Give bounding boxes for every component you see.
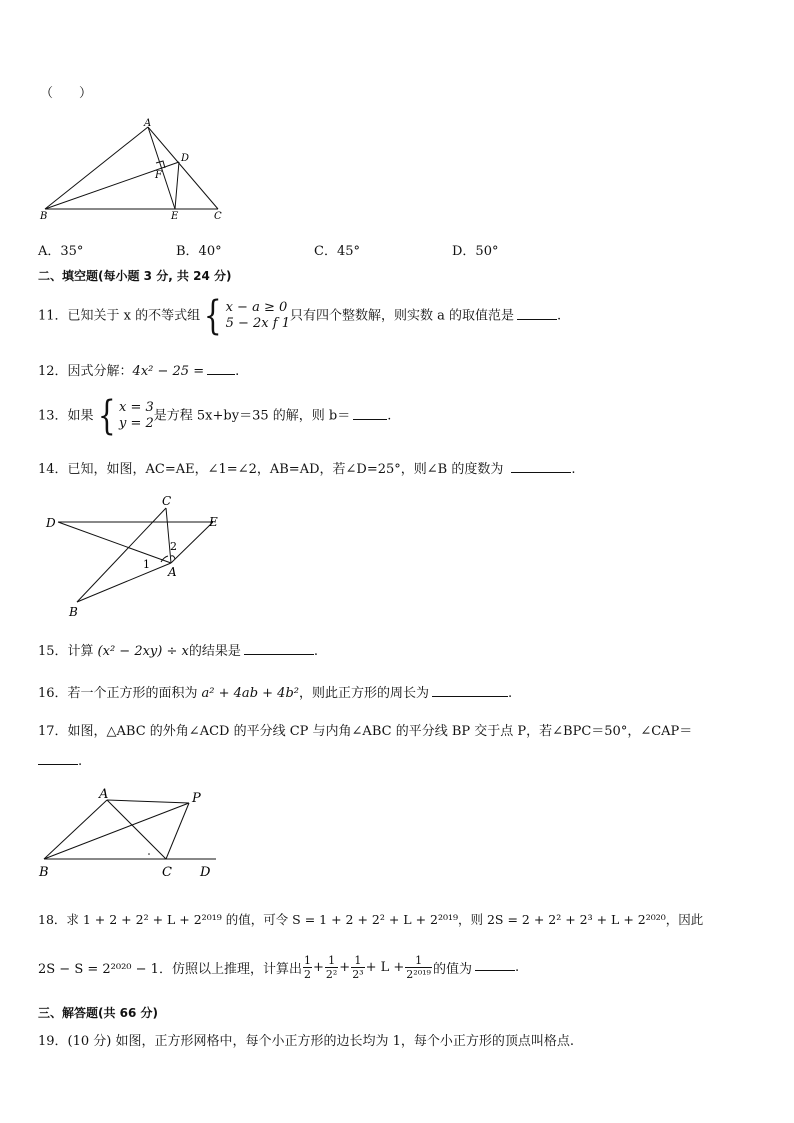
- seg-ac: [107, 800, 166, 859]
- q11-line1: x − a ≥ 0: [225, 300, 288, 315]
- q16-end: .: [508, 686, 513, 701]
- q18-end: .: [514, 960, 520, 975]
- seg-ab: [45, 127, 148, 209]
- q11-answer-blank[interactable]: [517, 307, 557, 320]
- q12-end: .: [235, 364, 240, 379]
- label-a: A: [99, 787, 109, 802]
- label-e: E: [209, 515, 218, 529]
- q14-end: .: [571, 462, 576, 477]
- label-b: B: [39, 865, 49, 880]
- seg-ac: [148, 127, 218, 209]
- label-f: F: [155, 170, 162, 181]
- seg-da: [58, 522, 171, 563]
- label-a: A: [168, 565, 177, 579]
- choice-d: D．50°: [452, 244, 499, 259]
- question-16: [38, 682, 512, 701]
- seg-ae: [148, 127, 175, 209]
- label-b: B: [69, 605, 78, 619]
- q16-expr: a² + 4ab + 4b²: [201, 686, 299, 701]
- q17-end: .: [78, 754, 83, 769]
- q14-figure: [40, 490, 240, 620]
- q14-answer-blank[interactable]: [511, 460, 571, 473]
- seg-ab: [44, 800, 107, 859]
- angle-2-mark: [171, 556, 175, 559]
- q18-text: 2S − S = 2²⁰²⁰ − 1．仿照以上推理，计算出: [38, 962, 302, 977]
- q11-line2: 5 − 2x f 1: [225, 316, 290, 331]
- q11-system: [226, 300, 290, 332]
- q13-answer-blank[interactable]: [353, 407, 387, 420]
- q16-prefix: 16．若一个正方形的面积为: [38, 686, 198, 701]
- q13-end: .: [387, 408, 392, 424]
- label-1: 1: [143, 558, 150, 571]
- q15-expr: (x² − 2xy) ÷ x: [97, 644, 189, 659]
- question-18-line2: 2S − S = 2²⁰²⁰ − 1．仿照以上推理，计算出 $\frac{1}{2}$ + $\frac{1}{\text{2²}}$ + $\frac{1}{\text{2³}}$ + L + $\frac{1}{\text{2²⁰¹⁹}}$ 的值为 .: [38, 954, 520, 981]
- q13-prefix: 13．如果: [38, 408, 94, 424]
- q16-answer-blank[interactable]: [432, 684, 508, 697]
- q17-figure: [36, 784, 236, 884]
- label-e: E: [171, 211, 179, 222]
- q15-suffix: 的结果是: [188, 644, 241, 659]
- q12-prefix: 12．因式分解：: [38, 364, 133, 379]
- question-17-answer-line: [38, 752, 82, 769]
- q18-answer-blank[interactable]: [475, 958, 515, 971]
- answer-paren: （ ）: [40, 86, 93, 101]
- seg-bp: [44, 803, 189, 859]
- question-15: [38, 640, 318, 659]
- label-c: C: [162, 865, 172, 880]
- label-c: C: [162, 494, 172, 508]
- q15-prefix: 15．计算: [38, 644, 94, 659]
- q12-answer-blank[interactable]: [207, 362, 235, 375]
- q17-answer-blank[interactable]: [38, 752, 78, 765]
- q11-suffix: 只有四个整数解，则实数 a 的取值范是: [289, 308, 514, 324]
- choice-c: C．45°: [314, 244, 360, 259]
- q11-end: .: [557, 308, 562, 324]
- brace-icon: {: [203, 293, 222, 339]
- brace-icon: {: [97, 393, 116, 439]
- q18-mid: + L +: [365, 960, 405, 975]
- seg-ap: [107, 800, 189, 803]
- section-2-title: 二、填空题(每小题 3 分, 共 24 分): [38, 269, 232, 283]
- q13-line1: x = 3: [119, 400, 154, 415]
- q18-frac-3: $\frac{1}{\text{2³}}$: [352, 954, 364, 981]
- question-19: 19．(10 分) 如图，正方形网格中，每个小正方形的边长均为 1，每个小正方形的顶点叫格点.: [38, 1034, 575, 1049]
- section-3-title: 三、解答题(共 66 分): [38, 1006, 159, 1020]
- q12-expr: 4x² − 25 =: [132, 364, 205, 379]
- q13-line2: y = 2: [119, 416, 154, 431]
- question-11: [38, 293, 562, 339]
- q13-suffix: 是方程 5x+by＝35 的解，则 b＝: [153, 408, 351, 424]
- q15-end: .: [313, 644, 318, 659]
- seg-ed: [175, 162, 179, 209]
- label-b: B: [40, 211, 48, 222]
- seg-ca: [166, 508, 171, 563]
- choice-a: A．35°: [38, 244, 84, 259]
- seg-cp: [166, 803, 189, 859]
- question-13: [38, 393, 392, 439]
- question-18-line1: 18．求 1 + 2 + 2² + L + 2²⁰¹⁹ 的值，可令 S = 1 + 2 + 2² + L + 2²⁰¹⁹，则 2S = 2 + 2² + 2³ + L + 2²⁰²⁰，因此: [38, 912, 704, 927]
- question-17: 17．如图，△ABC 的外角∠ACD 的平分线 CP 与内角∠ABC 的平分线 BP 交于点 P，若∠BPC＝50°，∠CAP＝: [38, 724, 693, 739]
- q18-frac-2: $\frac{1}{\text{2²}}$: [325, 954, 338, 981]
- seg-ea: [171, 522, 213, 563]
- q13-system: [119, 400, 154, 432]
- seg-ba: [77, 563, 171, 602]
- q14-text: 14．已知，如图，AC=AE，∠1=∠2，AB=AD，若∠D=25°，则∠B 的度数为: [38, 462, 504, 477]
- label-d: D: [181, 153, 190, 164]
- question-14: [38, 458, 575, 477]
- q18-frac-1: $\frac{1}{2}$: [303, 954, 311, 981]
- label-d: D: [200, 865, 211, 880]
- q16-suffix: ，则此正方形的周长为: [298, 686, 429, 701]
- label-p: P: [192, 791, 201, 806]
- question-12: [38, 360, 239, 379]
- q18-suffix: 的值为: [432, 962, 472, 977]
- q10-triangle-figure: [36, 118, 236, 228]
- q15-answer-blank[interactable]: [244, 642, 314, 655]
- choice-b: B．40°: [176, 244, 222, 259]
- q18-frac-4: $\frac{1}{\text{2²⁰¹⁹}}$: [406, 954, 431, 981]
- q11-prefix: 11．已知关于 x 的不等式组: [38, 308, 201, 324]
- label-a: A: [144, 118, 152, 129]
- label-2: 2: [170, 540, 177, 553]
- label-c: C: [214, 211, 222, 222]
- label-d: D: [46, 516, 56, 530]
